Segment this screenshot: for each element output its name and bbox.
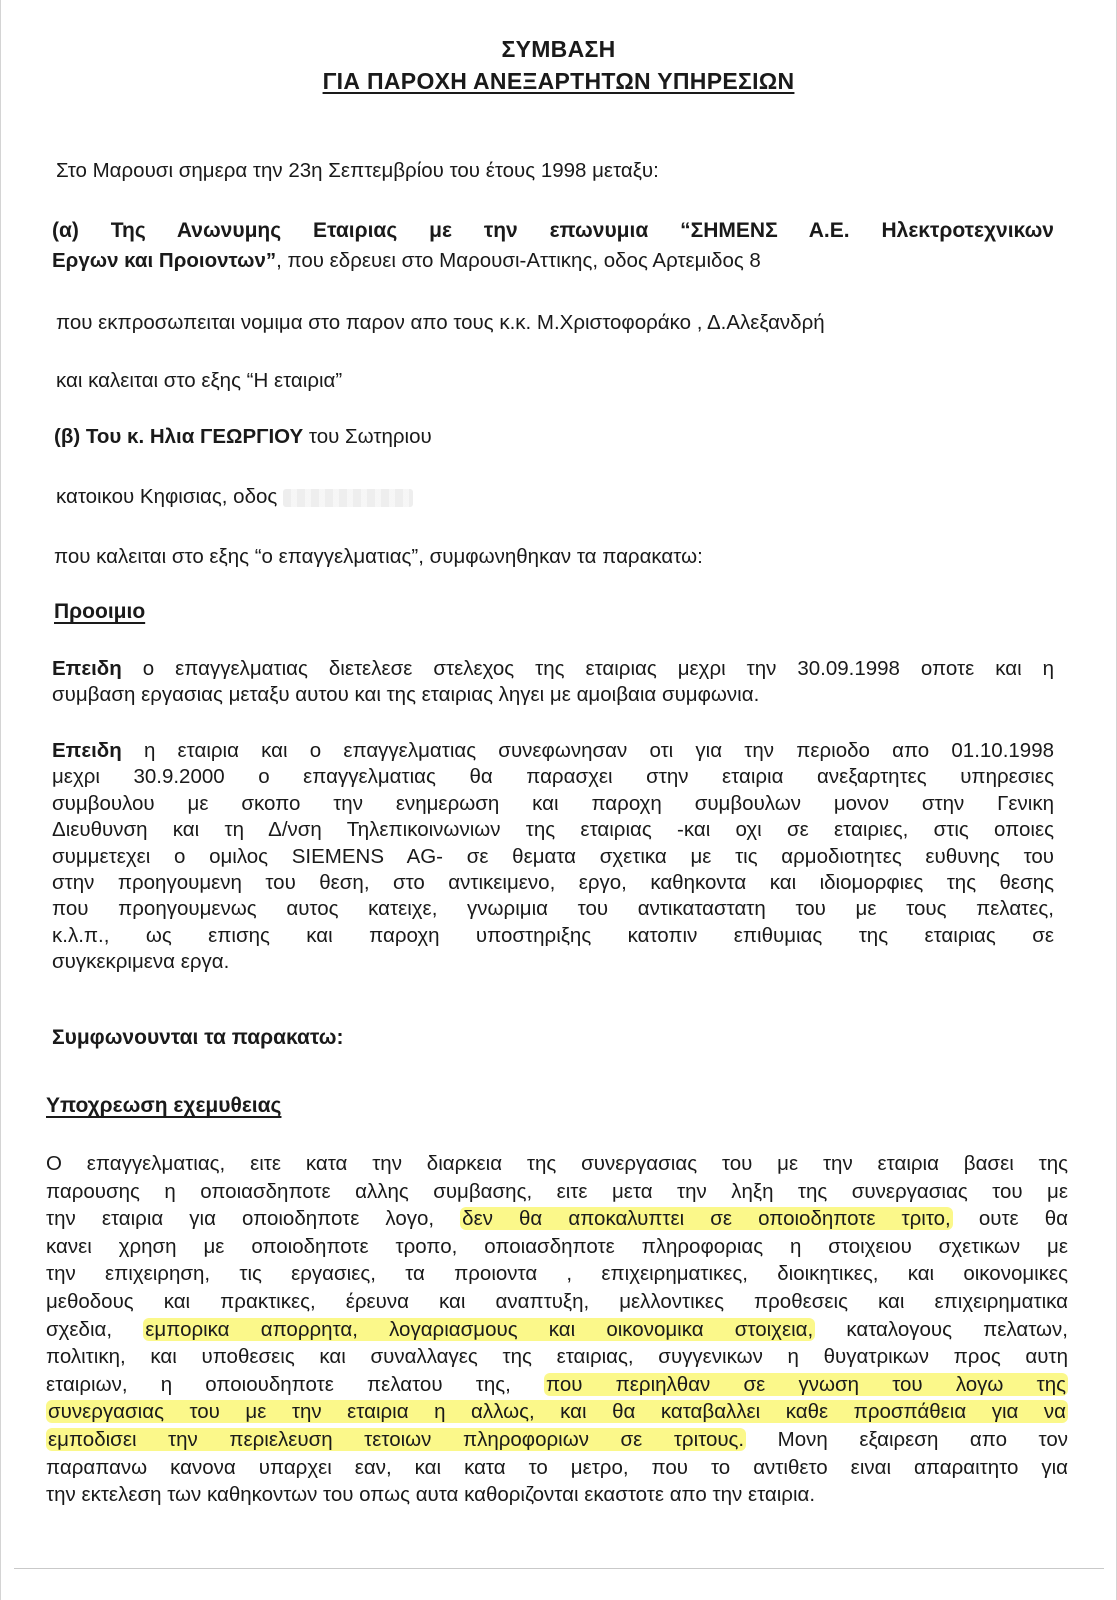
- paragraph-line: στην προηγουμενη του θεση, στο αντικειμενο, εργο, καθηκοντα και ιδιομορφιες της θεσης: [52, 871, 1054, 895]
- paragraph-line: την εταιρια για οποιοδηποτε λογο, δεν θα αποκαλυπτει σε οποιοδηποτε τριτο, ουτε θα: [46, 1207, 1068, 1231]
- confidentiality-heading: Υποχρεωση εχεμυθειας: [46, 1094, 282, 1117]
- party-b-called: που καλειται στο εξης “ο επαγγελματιας”, συμφωνηθηκαν τα παρακατω:: [54, 545, 703, 568]
- highlighted-text: που περιηλθαν σε γνωση του λογω της: [545, 1372, 1066, 1396]
- document-subtitle: ΓΙΑ ΠΑΡΟΧΗ ΑΝΕΞΑΡΤΗΤΩΝ ΥΠΗΡΕΣΙΩΝ: [322, 68, 795, 94]
- party-a-line2: [52, 248, 761, 274]
- party-b-residence-text: κατοικου Κηφισιας, οδος: [56, 485, 278, 508]
- paragraph-line: Επειδη η εταιρια και ο επαγγελματιας συνεφωνησαν οτι για την περιοδο απο 01.10.1998: [52, 739, 1054, 762]
- paragraph-line: συγκεκριμενα εργα.: [52, 950, 230, 974]
- confidentiality-paragraph: [46, 1150, 1068, 1509]
- paragraph-line: πολιτικη, και υποθεσεις και συναλλαγες της εταιριας, συγγενικων η θυγατρικων προς αυτη: [46, 1345, 1068, 1369]
- paragraph-line: [46, 1398, 1068, 1426]
- paragraph-line: παραπανω κανονα υπαρχει εαν, και κατα το μετρο, που το αντιθετο ειναι απαραιτητο για: [46, 1455, 1068, 1479]
- agreed-heading: Συμφωνουνται τα παρακατω:: [52, 1026, 344, 1049]
- paragraph-line: Διευθυνση και τη Δ/νση Τηλεπικοινωνιων της εταιριας -και οχι σε εταιριες, στις οποιες: [52, 818, 1054, 842]
- paragraph-line: εμποδισει την περιελευση τετοιων πληροφοριων σε τριτους. Μονη εξαιρεση απο τον: [48, 1427, 1068, 1451]
- party-a-address: , που εδρευει στο Μαρουσι-Αττικης, οδος Αρτεμιδος 8: [276, 249, 761, 272]
- paragraph-line: κ.λ.π., ως επισης και παροχη υποστηριξης κατοπιν επιθυμιας της εταιριας σε: [52, 923, 1054, 947]
- party-a-name-end: Εργων και Προιοντων”: [52, 249, 277, 272]
- paragraph-lead: Επειδη: [52, 657, 122, 680]
- highlighted-text: εμποδισει την περιελευση τετοιων πληροφοριων σε τριτους.: [48, 1427, 745, 1451]
- party-a-line1: (α) Της Ανωνυμης Εταιριας με την επωνυμια “ΣΗΜΕΝΣ Α.Ε. Ηλεκτροτεχνικων: [52, 219, 1054, 242]
- paragraph-line: μεχρι 30.9.2000 ο επαγγελματιας θα παρασχει στην εταιρια ανεξαρτητες υπηρεσιες: [52, 765, 1054, 789]
- party-b-residence: [56, 484, 413, 510]
- intro-line: Στο Μαρουσι σημερα την 23η Σεπτεμβρίου του έτους 1998 μεταξυ:: [56, 159, 659, 182]
- bottom-rule: [14, 1568, 1104, 1569]
- party-a-called: και καλειται στο εξης “Η εταιρια”: [56, 369, 343, 392]
- paragraph-line: συμβουλου με σκοπο την ενημερωση και παροχη συμβουλων μονον στην Γενικη: [52, 791, 1054, 815]
- paragraph-line: Επειδη ο επαγγελματιας διετελεσε στελεχος της εταιριας μεχρι την 30.09.1998 οποτε και η: [52, 657, 1054, 680]
- paragraph-lead: Επειδη: [52, 739, 122, 762]
- paragraph-line: παρουσης η οποιασδηποτε αλλης συμβασης, ειτε μετα την ληξη της συνεργασιας του με: [46, 1179, 1068, 1203]
- paragraph-line: σχεδια, εμπορικα απορρητα, λογαριασμους και οικονομικα στοιχεια, καταλογους πελατων,: [46, 1317, 1068, 1341]
- party-a-represented: που εκπροσωπειται νομιμα στο παρον απο τους κ.κ. Μ.Χριστοφοράκο , Δ.Αλεξανδρή: [56, 311, 825, 334]
- paragraph-line: συμβαση εργασιας μεταξυ αυτου και της εταιριας ληγει με αμοιβαια συμφωνια.: [52, 683, 760, 707]
- party-b-father: του Σωτηριου: [303, 425, 432, 448]
- highlighted-text: δεν θα αποκαλυπτει σε οποιοδηποτε τριτο,: [462, 1207, 951, 1231]
- paragraph-line: την επιχειρηση, τις εργασιες, τα προιοντα , επιχειρηματικες, διοικητικες, και οικονομικες: [46, 1262, 1068, 1286]
- paragraph-line: κανει χρηση με οποιοδηποτε τροπο, οποιασδηποτε πληροφοριας η στοιχειου σχετικων με: [46, 1234, 1068, 1258]
- highlighted-text: εμπορικα απορρητα, λογαριασμους και οικονομικα στοιχεια,: [145, 1317, 814, 1341]
- preamble-paragraph-2: [52, 738, 1054, 976]
- preamble-paragraph-1: [52, 656, 1054, 709]
- paragraph-line: την εκτελεση των καθηκοντων του οπως αυτα καθοριζονται εκαστοτε απο την εταιρια.: [46, 1483, 816, 1507]
- party-b-name: (β) Του κ. Ηλια ΓΕΩΡΓΙΟΥ: [54, 425, 304, 448]
- document-title: ΣΥΜΒΑΣΗ: [501, 36, 616, 62]
- paragraph-line: συμμετεχει ο ομιλος SIEMENS AG- σε θεματα σχετικα με τις αρμοδιοτητες ευθυνης του: [52, 844, 1054, 868]
- paragraph-line: που προηγουμενως αυτος κατειχε, γνωριμια του αντικαταστατη του με τους πελατες,: [52, 897, 1054, 921]
- paragraph-line: μεθοδους και πρακτικες, έρευνα και αναπτυξη, μελλοντικες προθεσεις και επιχειρηματικα: [46, 1289, 1068, 1313]
- scan-edge-left: [0, 0, 1, 1600]
- preamble-heading: Προοιμιο: [54, 600, 146, 623]
- party-b-line: [54, 424, 432, 450]
- redacted-address: [283, 489, 413, 507]
- paragraph-line: εταιριων, η οποιουδηποτε πελατου της, που περιηλθαν σε γνωση του λογω της: [46, 1372, 1066, 1396]
- highlighted-text: συνεργασιας του με την εταιρια η αλλως, και θα καταβαλλει καθε προσπάθεια για να: [48, 1400, 1066, 1424]
- paragraph-line: Ο επαγγελματιας, ειτε κατα την διαρκεια της συνεργασιας του με την εταιρια βασει της: [46, 1152, 1068, 1175]
